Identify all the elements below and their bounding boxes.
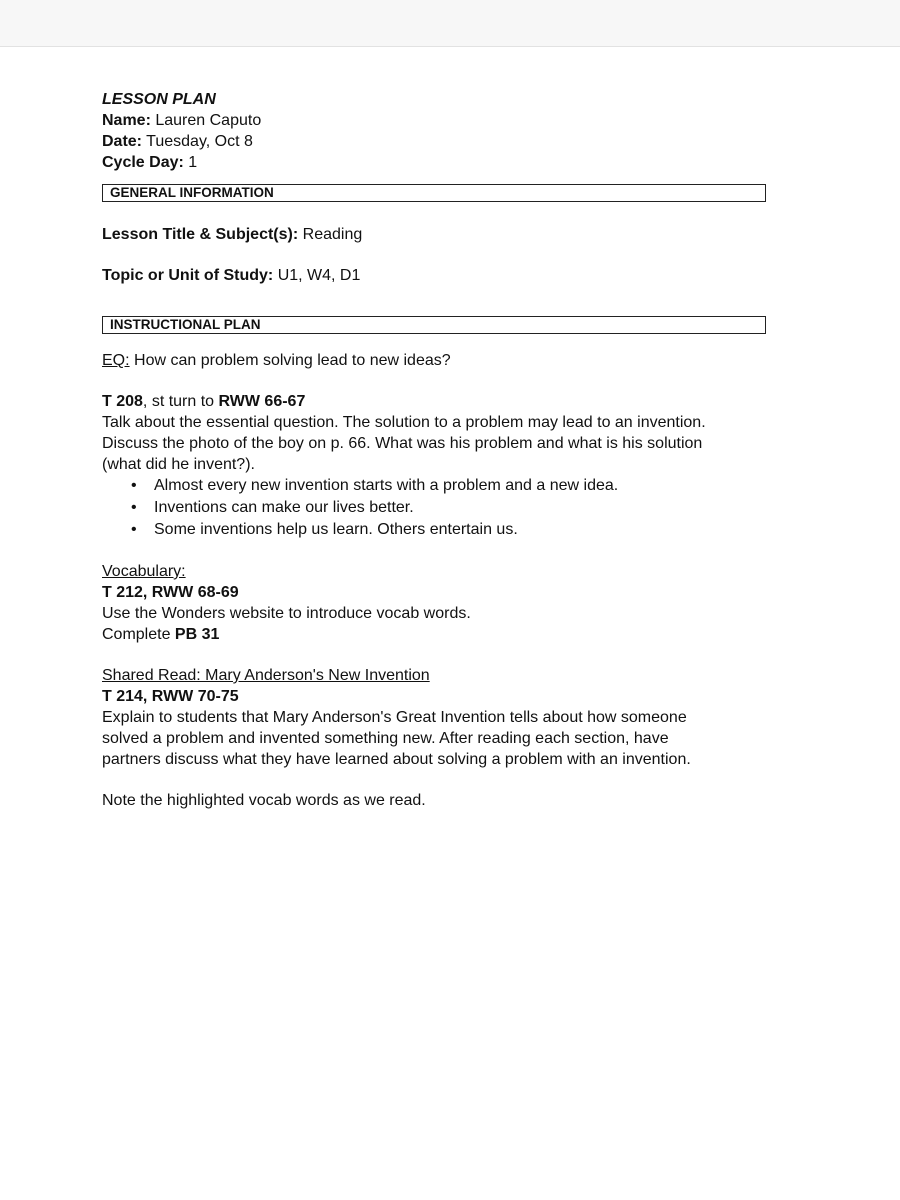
cycle-day-value: 1	[188, 154, 198, 171]
shared-read-heading: Shared Read: Mary Anderson's New Invention	[102, 667, 430, 684]
shared-read-text-line: partners discuss what they have learned about solving a problem with an invention.	[102, 751, 691, 768]
shared-read-reference: T 214, RWW 70-75	[102, 688, 239, 705]
eq-label: EQ:	[102, 352, 130, 369]
essential-question-line	[102, 350, 802, 371]
date-label: Date:	[102, 133, 143, 150]
eq-text: How can problem solving lead to new ideas?	[134, 352, 451, 369]
document-content	[102, 89, 802, 811]
intro-ref-mid: , st turn to	[142, 393, 219, 410]
complete-prefix: Complete	[102, 626, 175, 643]
topic-line	[102, 265, 802, 286]
topic-value: U1, W4, D1	[277, 267, 361, 284]
intro-text-line: Talk about the essential question. The solution to a problem may lead to an invention.	[102, 414, 706, 431]
date-line	[102, 131, 802, 152]
vocabulary-complete-line	[102, 624, 802, 645]
cycle-day-label: Cycle Day:	[102, 154, 184, 171]
intro-text-line: Discuss the photo of the boy on p. 66. What was his problem and what is his solution	[102, 435, 703, 452]
shared-read-text-line: solved a problem and invented something new. After reading each section, have	[102, 730, 669, 747]
name-label: Name:	[102, 112, 151, 129]
document-page	[0, 47, 900, 1200]
viewer-top-bar	[0, 0, 900, 47]
date-value: Tuesday, Oct 8	[146, 133, 253, 150]
document-title: LESSON PLAN	[102, 91, 216, 108]
shared-read-text-line: Explain to students that Mary Anderson's Great Invention tells about how someone	[102, 709, 687, 726]
general-information-heading: GENERAL INFORMATION	[102, 184, 766, 202]
intro-text-line: (what did he invent?).	[102, 456, 255, 473]
vocabulary-reference: T 212, RWW 68-69	[102, 584, 239, 601]
intro-reference	[102, 391, 802, 412]
topic-label: Topic or Unit of Study:	[102, 267, 274, 284]
bullet-item: • Some inventions help us learn. Others entertain us.	[154, 519, 802, 541]
intro-ref-teacher: T 208	[102, 393, 143, 410]
lesson-title-value: Reading	[302, 226, 363, 243]
name-value: Lauren Caputo	[155, 112, 262, 129]
bullet-item: • Almost every new invention starts with a problem and a new idea.	[154, 475, 802, 497]
shared-read-note: Note the highlighted vocab words as we read.	[102, 792, 426, 809]
lesson-title-label: Lesson Title & Subject(s):	[102, 226, 299, 243]
name-line	[102, 110, 802, 131]
bullet-item: • Inventions can make our lives better.	[154, 497, 802, 519]
vocabulary-text: Use the Wonders website to introduce vocab words.	[102, 605, 471, 622]
intro-ref-rww: RWW 66-67	[218, 393, 306, 410]
vocabulary-heading: Vocabulary:	[102, 563, 186, 580]
instructional-plan-heading: INSTRUCTIONAL PLAN	[102, 316, 766, 334]
complete-pb: PB 31	[174, 626, 220, 643]
lesson-title-line	[102, 224, 802, 245]
cycle-day-line	[102, 152, 802, 173]
intro-bullet-list	[102, 475, 802, 541]
